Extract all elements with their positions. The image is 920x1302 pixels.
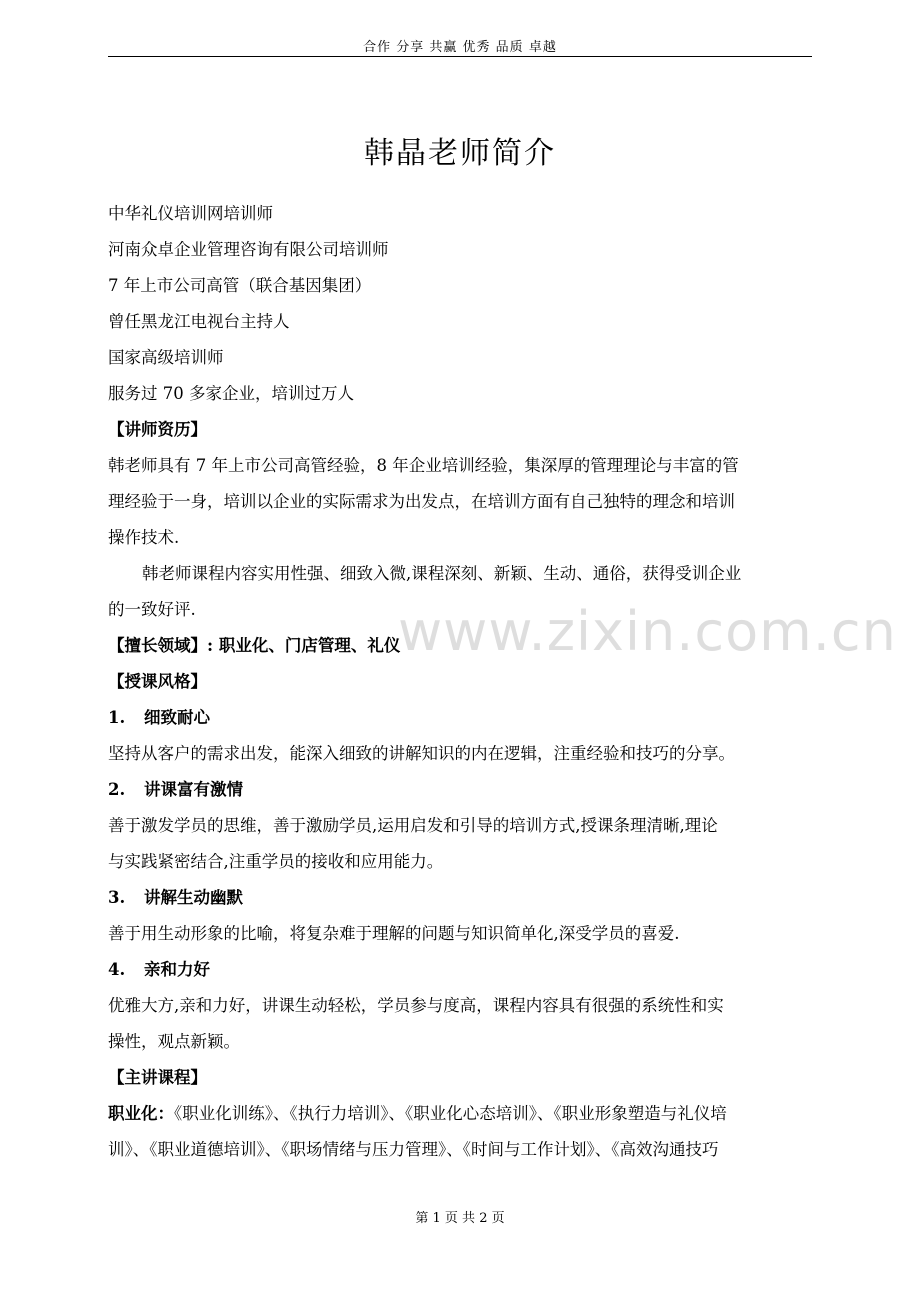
style-item-text: 与实践紧密结合,注重学员的接收和应用能力。 (108, 852, 444, 871)
style-item-title (108, 772, 816, 808)
courses-line: 训》、《职业道德培训》、《职场情绪与压力管理》、《时间与工作计划》、《高效沟通技巧 (108, 1140, 719, 1159)
style-item-text: 善于激发学员的思维，善于激励学员,运用启发和引导的培训方式,授课条理清晰,理论 (108, 816, 718, 835)
style-item-label: 亲和力好 (144, 960, 210, 979)
intro-line: 河南众卓企业管理咨询有限公司培训师 (108, 240, 389, 259)
page-footer: 第 1 页 共 2 页 (415, 1211, 505, 1226)
style-item-label: 讲课富有激情 (144, 780, 243, 799)
experience-paragraph-line: 的一致好评. (108, 600, 196, 619)
style-item-number: 1. (108, 708, 126, 727)
style-item-title (108, 880, 816, 916)
courses-category-label: 职业化： (108, 1104, 174, 1123)
intro-line: 中华礼仪培训网培训师 (108, 204, 273, 223)
experience-heading: 【讲师资历】 (108, 420, 207, 439)
page-title: 韩晶老师简介 (364, 136, 556, 171)
courses-list-text: 《职业化训练》、《执行力培训》、《职业化心态培训》、《职业形象塑造与礼仪培 (174, 1104, 727, 1123)
style-heading: 【授课风格】 (108, 672, 207, 691)
style-item-label: 讲解生动幽默 (144, 888, 243, 907)
style-item-number: 3. (108, 888, 126, 907)
intro-line: 国家高级培训师 (108, 348, 224, 367)
document-body (108, 196, 816, 1168)
style-item-title (108, 952, 816, 988)
style-item-text: 操性，观点新颖。 (108, 1032, 240, 1051)
experience-paragraph-line: 韩老师具有 7 年上市公司高管经验，8 年企业培训经验，集深厚的管理理论与丰富的管 (108, 456, 739, 475)
courses-line (108, 1096, 816, 1132)
style-item-title (108, 700, 816, 736)
style-item-text: 坚持从客户的需求出发，能深入细致的讲解知识的内在逻辑，注重经验和技巧的分享。 (108, 744, 735, 763)
style-item-number: 2. (108, 780, 126, 799)
experience-paragraph-line: 韩老师课程内容实用性强、细致入微,课程深刻、新颖、生动、通俗，获得受训企业 (142, 564, 742, 583)
intro-line: 7 年上市公司高管（联合基因集团） (108, 276, 372, 295)
experience-paragraph-line: 操作技术. (108, 528, 180, 547)
style-item-text: 善于用生动形象的比喻，将复杂难于理解的问题与知识简单化,深受学员的喜爱. (108, 924, 680, 943)
experience-paragraph-line: 理经验于一身，培训以企业的实际需求为出发点，在培训方面有自己独特的理念和培训 (108, 492, 735, 511)
style-item-text: 优雅大方,亲和力好，讲课生动轻松，学员参与度高，课程内容具有很强的系统性和实 (108, 996, 724, 1015)
style-item-label: 细致耐心 (144, 708, 210, 727)
courses-heading: 【主讲课程】 (108, 1068, 207, 1087)
specialty-heading: 【擅长领域】: 职业化、门店管理、礼仪 (108, 636, 401, 655)
watermark: www.zixin.com.cn (398, 600, 897, 663)
intro-line: 曾任黑龙江电视台主持人 (108, 312, 290, 331)
intro-line: 服务过 70 多家企业，培训过万人 (108, 384, 354, 403)
header-slogan: 合作 分享 共赢 优秀 品质 卓越 (363, 40, 557, 55)
style-item-number: 4. (108, 960, 126, 979)
header-divider (108, 56, 812, 57)
